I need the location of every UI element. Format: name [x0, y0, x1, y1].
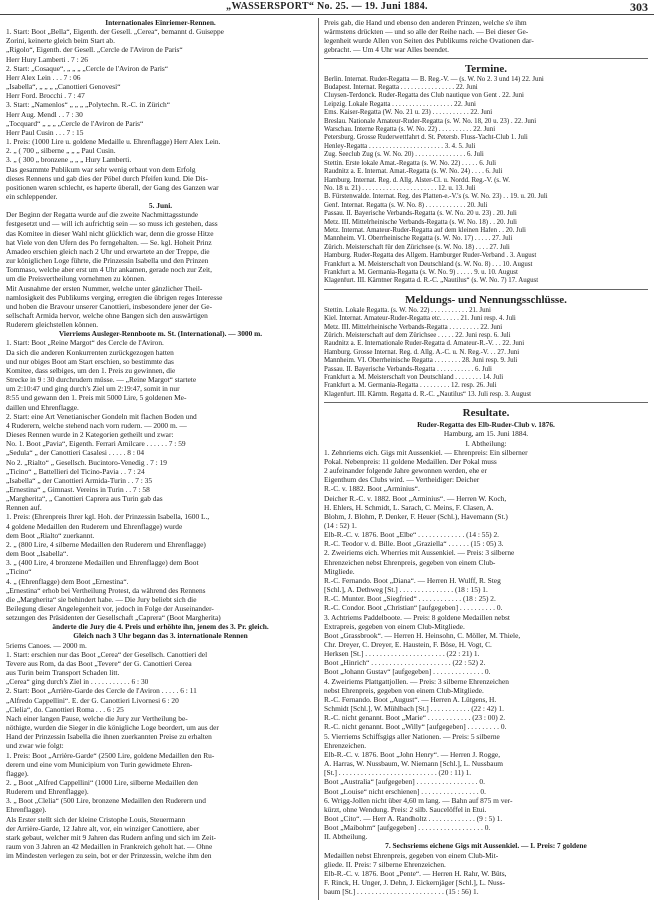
text-line: hat Viele von den Ufern des Po ferngehalten. — Se. kgl. Hoheit Prinz: [6, 237, 212, 247]
text-line: Dieses Rennen wurde in 2 Kategorien getheilt und zwar:: [6, 430, 174, 440]
resultate-line: baum [St.] . . . . . . . . . . . . . . . . . . . . . . . . (15 : 56) 1.: [324, 887, 479, 897]
resultate-line: nebst Ehrenpreis, gegeben von einem Club-Mitgliede.: [324, 685, 484, 695]
text-line: und zwar wie folgt:: [6, 741, 64, 751]
termine-line: Leipzig. Lokale Regatta . . . . . . . . . . . . . . . . . . 22. Juni: [324, 100, 476, 108]
resultate-section-1: I. Abtheilung:: [465, 438, 507, 448]
resultate-date: Hamburg, am 15. Juni 1884.: [443, 429, 529, 439]
meldungs-line: Passau. II. Bayerische Verbands-Regatta . . . . . . . . . . . 6. Juli: [324, 365, 492, 373]
column-divider: [318, 18, 319, 900]
resultate-line: [Schl.], A. Dethweg [St.] . . . . . . . . . . . . . . . (18 : 15) 1.: [324, 585, 488, 595]
resultate-line: 7. Sechsriems eichene Gigs mit Aussenkiel. — I. Preis: 7 goldene: [385, 841, 587, 851]
text-line: der Arrière-Garde, 12 Jahre alt, vor, ein winziger Canottiere, aber: [6, 823, 200, 833]
text-line: „Clelia“, do. Canottieri Roma . . . 6 : 25: [6, 704, 124, 714]
resultate-line: (14 : 52) 1.: [324, 520, 357, 530]
text-line: „Tocquard“ „ „ „ „Cercle de l'Aviron de Paris“: [6, 118, 144, 128]
text-line: „Margherita“, „ Canottieri Caprera aus Turin gab das: [6, 494, 163, 504]
text-line: 5. Juni.: [148, 201, 173, 211]
termine-line: Berlin. Internat. Ruder-Regatta — B. Reg.-V. — (s. W. No 2. 3 und 14) 22. Juni: [324, 75, 544, 83]
text-line: dem Boot „Isabella“.: [6, 549, 69, 559]
resultate-line: R.-C. v. 1882. Boot „Arminius“.: [324, 484, 420, 494]
text-line: zur königlichen Loge führte, die Prinzessin Isabella und den Prinzen: [6, 256, 209, 266]
termine-line: Metz. Internat. Amateur-Ruder-Regatta auf dem kleinen Hafen . . 20. Juli: [324, 226, 526, 234]
termine-line: No. 18 u. 21) . . . . . . . . . . . . . . . . . . . . . . 12. u. 13. Juli: [324, 184, 476, 192]
text-line: Ehrenflagge).: [6, 805, 47, 815]
resultate-line: 2. Zweiriems eich. Wherries mit Aussenkiel. — Preis: 3 silberne: [324, 548, 515, 558]
meldungs-heading: Meldungs- und Nennungsschlüsse.: [405, 293, 567, 306]
termine-line: Warschau. Interne Regatta (s. W. No. 22) . . . . . . . . . . 22. Juni: [324, 126, 496, 134]
meldungs-line: Stettin. Lokale Regatta. (s. W. No. 22) . . . . . . . . . . . 21. Juni: [324, 306, 491, 314]
text-line: 1. Preis: Boot „Arrière-Garde“ (2500 Lire, goldene Medaillen den Ru-: [6, 750, 215, 760]
text-line: Tommaso, welche aber erst um 4 Uhr ankamen, gerade noch zur Zeit,: [6, 265, 212, 275]
text-line: Herr Alex Lein . . . 7 : 06: [6, 72, 81, 82]
resultate-line: 2 aufeinander folgende Jahre gewonnen werden, ehe er: [324, 466, 487, 476]
text-line: Tevere aus Rom, da das Boot „Tevere“ der G. Canottieri Cerea: [6, 658, 192, 668]
termine-list: [324, 76, 648, 286]
termine-line: Passau. II. Bayerische Verbands-Regatta (s. W. No. 20 u. 23) . 20. Juli: [324, 210, 517, 218]
text-line: „Alfredo Cappellini“. E. der G. Canottieri Livornesi 6 : 20: [6, 695, 179, 705]
text-line: Strecke in 9 : 30 durchrudern müsse. — „Reine Margot“ startete: [6, 375, 197, 385]
termine-heading: Termine.: [464, 62, 508, 75]
text-line: 3. Start: „Namenlos“ „ „ „ „Polytechn. R.-C. in Zürich“: [6, 100, 170, 110]
text-line: „Isabella“, „ „ „ „Canottieri Genovesi“: [6, 82, 121, 92]
text-line: Vierriems Ausleger-Rennboote m. St. (International). — 3000 m.: [58, 329, 263, 339]
resultate-line: II. Abtheilung.: [324, 832, 368, 842]
right-column: [324, 18, 648, 900]
termine-line: Hamburg. Internat. Reg. d. Allg. Alster-Cl. u. Nordd. Reg.-V. (s. W.: [324, 176, 511, 184]
termine-line: Mannheim. VI. Oberrheinische Regatta (s. W. No. 17) . . . . . 27. Juli: [324, 235, 513, 243]
text-line: 2. „ ( 700 „ silberne „ „ „ Paul Cusin.: [6, 146, 116, 156]
text-line: setzungen des Präsidenten der Gesellschaft „Caprera“ (Boot Margherita): [6, 613, 221, 623]
meldungs-line: Raudnitz a. E. Internationale Ruder-Regatta d. Amateur-R.-V. . . 22. Juni: [324, 340, 525, 348]
text-line: das Komitee in dieser Wahl nicht glücklich war, denn die grosse Hitze: [6, 228, 214, 238]
text-line: dem Boot „Rialto“ zuerkannt.: [6, 530, 95, 540]
text-line: namlosigkeit des Publikums verging, erregten die übrigen reges Interesse: [6, 292, 223, 302]
text-line: Internationales Einriemer-Rennen.: [105, 18, 216, 27]
text-line: änderte die Jury die 4. Preis und erhöhte ihn, jenem des 3. Pr. gleich.: [52, 622, 269, 632]
text-line: legenheit wurde Allen von Seiten des Publikums reiche Ovationen dar-: [324, 36, 534, 46]
text-line: Ruderern und Ehrenflagge).: [6, 787, 89, 797]
resultate-line: Boot „Maibohm“ [aufgegeben] . . . . . . . . . . . . . . . . . . 0.: [324, 823, 491, 833]
termine-line: Raudnitz a. E. Internat. Amat.-Regatta (s. W. No. 24) . . . . 6. Juli: [324, 168, 503, 176]
resultate-line: Boot „Louise“ nicht erschienen] . . . . . . . . . . . . . . . . 0.: [324, 786, 486, 796]
resultate-line: 3. Achtriems Paddelboote. — Preis: 8 goldene Medaillen nebst: [324, 612, 510, 622]
text-line: im Mindesten verlegen zu sein, bot er der Prinzessin, welche ihm den: [6, 851, 212, 861]
text-line: 1. Start: erschien nur das Boot „Cerea“ der Gesellsch. Canottieri del: [6, 649, 208, 659]
meldungs-line: Mannheim. VI. Oberrheinische Regatta . . . . . . . . 28. Juni resp. 9. Juli: [324, 357, 518, 365]
resultate-line: [St.] . . . . . . . . . . . . . . . . . . . . . . . . . . . (20 : 11) 1.: [324, 768, 472, 778]
resultate-line: Eigenthum des Clubs wird. — Vertheidiger: Deicher: [324, 475, 480, 485]
meldungs-line: Klagenfurt. III. Kärntn. Regatta d. R.-C. „Nautilus“ 13. Juli resp. 3. August: [324, 390, 532, 398]
text-line: derern und eine vom Municipium von Turin gewidmete Ehren-: [6, 759, 193, 769]
text-line: 4. „ (Ehrenflagge) dem Boot „Ernestina“.: [6, 576, 129, 586]
text-line: 3. „ ( 300 „ bronzene „ „ „ Hury Lamberti.: [6, 155, 132, 165]
resultate-line: 5. Vierriems Schiffsgigs aller Nationen. — Preis: 5 silberne: [324, 731, 500, 741]
resultate-line: Boot „Cito“. — Herr A. Randholtz . . . . . . . . . . . . . (9 : 5) 1.: [324, 813, 503, 823]
resultate-line: Elb-R.-C. v. 1876. Boot „Elbe“ . . . . . . . . . . . . . (14 : 55) 2.: [324, 530, 500, 540]
resultate-list: [324, 448, 648, 897]
resultate-line: Boot „Johann Gustav“ [aufgegeben] . . . . . . . . . . . . . . 0.: [324, 667, 491, 677]
termine-line: Budapest. Internat. Regatta . . . . . . . . . . . . . . . . 22. Juni: [324, 84, 478, 92]
text-line: „Isabella“ „ der Canottieri Armida-Turin . . 7 : 35: [6, 475, 153, 485]
text-line: die „Margherita“ sie behindert habe. — Die Jury beliebt sich die: [6, 594, 197, 604]
text-line: 1. Preis: (Ehrenpreis Ihrer kgl. Hoh. der Prinzessin Isabella, 1600 L.,: [6, 512, 210, 522]
text-line: „Ticino“ „ Battellieri del Ticino-Pavia . . 7 : 24: [6, 466, 145, 476]
page-header-title: „WASSERSPORT“ No. 25. — 19. Juni 1884.: [226, 1, 428, 12]
resultate-line: Elb-R.-C. v. 1876. Boot „Pente“. — Herren H. Rahr, W. Büts,: [324, 868, 507, 878]
text-line: ein schleppender.: [6, 191, 58, 201]
resultate-line: F. Rinck, H. Unger, J. Dehn, J. Eickernjäger [Schl.], L. Nuss-: [324, 878, 505, 888]
termine-line: Frankfurt a. M. Germania-Regatta (s. W. No. 9) . . . . . 9. u. 10. August: [324, 268, 518, 276]
text-line: Beilegung dieser Angelegenheit vor, jedoch in Folge der Auseinander-: [6, 604, 214, 613]
meldungs-line: Hamburg. Grosse Internat. Reg. d. Allg. A.-C. u. N. Reg.-V. . . 27. Juni: [324, 348, 520, 356]
page-number: 303: [630, 0, 648, 14]
text-line: Gleich nach 3 Uhr begann das 3. internationale Rennen: [73, 631, 248, 641]
resultate-line: gliede. II. Preis: 7 silberne Ehrenzeichen.: [324, 859, 446, 869]
text-line: No. 1. Boot „Pavia“, Eigenth. Ferrari Amilcare . . . . . . 7 : 59: [6, 439, 186, 449]
text-line: Da sich die anderen Konkurrenten zurückgezogen hatten: [6, 347, 174, 357]
text-line: und hoben die Bravour unserer Canottieri, insbesondere jener der Ge-: [6, 301, 213, 311]
text-line: Herr Hury Lamberti . 7 : 26: [6, 54, 88, 64]
resultate-line: R.-C. Condor. Boot „Christian“ [aufgegeben] . . . . . . . . . . 0.: [324, 603, 503, 613]
text-line: Das gesammte Publikum war sehr wenig erbaut von dem Erfolg: [6, 164, 196, 174]
text-line: Hand der Prinzessin Isabella die ihnen zuerkannten Preise zu erhalten: [6, 732, 212, 742]
resultate-line: R.-C. nicht genannt. Boot „Marie“ . . . . . . . . . . . . (23 : 00) 2.: [324, 713, 506, 723]
resultate-line: Elb-R.-C. v. 1876. Boot „John Henry“. — Herren J. Rogge,: [324, 749, 501, 759]
text-line: Zorini, keinerte gleich beim Start ab.: [6, 36, 115, 46]
resultate-line: 4. Zweiriems Plattgattjollen. — Preis: 3 silberne Ehrenzeichen: [324, 676, 509, 686]
text-line: daillen und Ehrenflagge.: [6, 402, 79, 412]
text-line: aus Turin beim Transport Schaden litt.: [6, 668, 120, 678]
termine-line: Petersburg. Grosse Ruderwettfahrt d. St. Petersb. Fluss-Yacht-Club 1. Juli: [324, 134, 528, 142]
text-line: Herr Paul Cusin . . . 7 : 15: [6, 127, 84, 137]
text-line: 2. „ Boot „Alfred Cappellini“ (1000 Lire, silberne Medaillen den: [6, 777, 198, 787]
page-header: [0, 0, 654, 15]
resultate-line: kürzt, ohne Wendung. Preis: 2 silb. Saucelöffel in Etui.: [324, 804, 487, 814]
text-line: Ruderern gleichstellen können.: [6, 320, 99, 330]
resultate-line: Boot „Australia“ [aufgegeben] . . . . . . . . . . . . . . . . . 0.: [324, 777, 485, 787]
text-line: raum von 3 Jahren an 42 Medaillen in Frankreich geholt hat. — Ohne: [6, 842, 213, 852]
resultate-line: H. Ehlers, H. Schmidt, L. Sarach, C. Meins, F. Clasen, A.: [324, 502, 494, 512]
text-line: sellschaft Armida hervor, welche ohne Bangen sich den auswärtigen: [6, 311, 208, 320]
text-line: 3. „ (400 Lire, 4 bronzene Medaillen und Ehrenflagge) dem Boot: [6, 558, 199, 568]
termine-line: Ems. Kaiser-Regatta (W. No. 21 u. 23) . . . . . . . . . . . 22. Juni: [324, 109, 493, 117]
termine-line: Breslau. Nationale Amateur-Ruder-Regatta (s. W. No. 18, 20 u. 23) . 22. Juni: [324, 117, 537, 125]
resultate-line: Ehrenzeichen.: [324, 740, 367, 750]
text-line: um die Preisvertheilung vornehmen zu können.: [6, 274, 146, 284]
resultate-line: Blohm, J. Blohm, P. Denker, F. Heuer (Schl.), Havemann (St.): [324, 511, 508, 521]
resultate-line: Boot „Hinrich“ . . . . . . . . . . . . . . . . . . . . . . (22 : 52) 2.: [324, 658, 486, 668]
termine-line: Zürich. Meisterschaft für den Zürichsee (s. W. No. 18) . . . . 27. Juli: [324, 243, 510, 251]
text-line: 2. Start: Boot „Arrière-Garde des Cercle de l'Aviron . . . . . 6 : 11: [6, 686, 197, 696]
termine-line: Zug. Seeclub Zug (s. W. No. 20) . . . . . . . . . . . . . . . 6. Juli: [324, 151, 484, 159]
text-line: „Ernestina“ „ Gimnast. Vereins in Turin . . 7 : 58: [6, 484, 150, 494]
termine-line: Hamburg. Ruder-Regatta des Allgem. Hamburger Ruder-Verband . 3. August: [324, 252, 537, 260]
section-rule: [324, 289, 648, 290]
text-line: 4 Ruderern, welche stehend nach vorn rudern. — 2000 m. —: [6, 420, 187, 430]
resultate-line: Ehrenzeichen nebst Ehrenpreis, gegeben von einem Club-: [324, 557, 496, 567]
termine-line: Frankfurt a. M. Meisterschaft von Deutschland (s. W. No. 8) . . . 10. August: [324, 260, 533, 268]
text-line: „Cerea“ ging durch's Ziel in . . . . . . . . . . . 6 : 30: [6, 677, 149, 687]
text-line: 2. Start: eine Art Venetianischer Gondeln mit flachen Boden und: [6, 411, 197, 421]
termine-line: Metz. III. Mittelrheinische Verbands-Regatta (s. W. No. 18) . . 20. Juli: [324, 218, 517, 226]
resultate-line: R.-C. Munter. Boot „Siegfried“ . . . . . . . . . . . . (18 : 25) 2.: [324, 594, 496, 604]
section-rule: [324, 58, 648, 59]
right-intro-text: [324, 18, 648, 55]
meldungs-list: [324, 307, 648, 399]
text-line: „Rigolo“, Eigenth. der Gesell. „Cercle de l'Aviron de Paris“: [6, 45, 183, 55]
text-line: Preis gab, die Hand und ebenso den anderen Prinzen, welche s'e ihm: [324, 18, 527, 27]
text-line: 2. „ (800 Lire, 4 silberne Medaillen den Ruderern und Ehrenflagge): [6, 539, 206, 549]
text-line: „Ticino“: [6, 567, 32, 577]
termine-line: B. Fürstenwalde. Internat. Reg. des Platten-e.-V.'s (s. W. No. 23) . . 19. u. 20. Juli: [324, 193, 548, 201]
text-line: 8:55 und gewann den 1. Preis mit 5000 Lire, 5 goldenen Me-: [6, 393, 187, 403]
text-line: um 2:10:47 und ging durch's Ziel um 2:19:47, somit in nur: [6, 384, 180, 394]
text-line: flagge).: [6, 768, 29, 778]
text-line: positionen waren schlecht, es haperte überall, der Gang des Ganzen war: [6, 182, 219, 192]
text-line: „Sedula“ „ der Canottieri Casalesi . . . . . 8 : 04: [6, 448, 145, 458]
termine-line: Henley-Regatta . . . . . . . . . . . . . . . . . . . . . . 3. 4. 5. Juli: [324, 142, 476, 150]
text-line: und nur obiges Boot am Start erschien, so bestimmte das: [6, 356, 174, 366]
text-line: Mit Ausnahme der ersten Nummer, welche unter gänzlicher Theil-: [6, 283, 203, 293]
termine-line: Cluysen-Terdonck. Ruder-Regatta des Club nautique von Gent . 22. Juni: [324, 92, 524, 100]
text-line: 3. „ Boot „Clelia“ (500 Lire, bronzene Medaillen den Ruderern und: [6, 796, 206, 806]
text-line: Komitee, dass selbiges, um den 1. Preis zu gewinnen, die: [6, 365, 176, 375]
resultate-line: A. Harras, W. Nussbaum, W. Niemann [Schl.], L. Nussbaum: [324, 759, 503, 769]
meldungs-line: Frankfurt a. M. Meisterschaft von Deutschland . . . . . . . . 14. Juli: [324, 374, 504, 382]
text-line: Herr Ford. Brocchi . 7 : 47: [6, 91, 85, 101]
resultate-line: 6. Wrigg-Jollen nicht über 4,60 m lang. — Bahn auf 875 m ver-: [324, 795, 513, 805]
left-column: [6, 18, 315, 900]
resultate-line: Chr. Dreyer, C. Dreyer, E. Haustein, F. Böse, H. Vogt, C.: [324, 640, 492, 649]
text-line: Als Erster stellt sich der kleine Cristophe Louis, Steuermann: [6, 814, 186, 824]
text-line: dieses Rennens und gab dies der Pöbel durch Pfeifen kund. Die Dis-: [6, 173, 208, 183]
text-line: Amadeo erschien gleich nach 2 Uhr und erwartete an der Treppe, die: [6, 246, 210, 256]
text-line: 1. Start: Boot „Reine Margot“ des Cercle de l'Aviron.: [6, 338, 164, 348]
meldungs-line: Metz. III. Mittelrheinische Verbands-Regatta . . . . . . . . . 22. Juni: [324, 323, 503, 331]
meldungs-line: Kiel. Internat. Amateur-Ruder-Regatta etc. . . . . . 21. Juni resp. 4. Juli: [324, 315, 516, 323]
resultate-line: R.-C. Fernando. Boot „Diana“. — Herren H. Wulff, R. Steg: [324, 575, 501, 585]
text-line: „Ernestina“ erhob bei Vertheilung Protest, da während des Rennens: [6, 585, 206, 595]
resultate-heading: Resultate.: [462, 407, 510, 420]
text-line: 4 goldene Medaillen den Ruderern und Ehrenflagge) wurde: [6, 521, 183, 531]
resultate-line: R.-C. Fernando. Boot „August“. — Herren A. Lütgens, H.: [324, 694, 497, 704]
text-line: 1. Start: Boot „Bella“, Eigenth. der Gesell. „Cerea“, bemannt d. Guiseppe: [6, 27, 224, 37]
resultate-line: R.-C. nicht genannt. Boot „Willy“ [aufgegeben] . . . . . . . . . 0.: [324, 722, 507, 732]
text-line: Nach einer langen Pause, welche die Jury zur Vertheilung be-: [6, 713, 188, 723]
text-line: gebracht. — Um 4 Uhr war Alles beendet.: [324, 45, 449, 55]
resultate-line: Mitgliede.: [324, 566, 355, 576]
resultate-subheading: Ruder-Regatta des Elb-Ruder-Club v. 1876.: [417, 420, 555, 430]
text-line: 2. Start: „Cosaque“, „ „ „ „Cercle de l'Aviron de Paris“: [6, 63, 169, 73]
resultate-line: R.-C. Teodor v. d. Bille. Boot „Graziella“ . . . . . . (15 : 05) 3.: [324, 539, 504, 549]
text-line: wärmstens drückten — und so alle der Reihe nach. — Bei dieser Ge-: [324, 27, 529, 37]
meldungs-line: Frankfurt a. M. Germania-Regatta . . . . . . . . . 12. resp. 26. Juli: [324, 382, 497, 390]
section-rule: [324, 402, 648, 403]
resultate-line: Herksen [St.] . . . . . . . . . . . . . . . . . . . . . . (22 : 21) 1.: [324, 649, 480, 659]
text-line: festgesetzt und — will ich aufrichtig sein — so muss ich gestehen, dass: [6, 219, 218, 229]
resultate-line: Boot „Grassbrook“. — Herren H. Heinsohn, C. Möller, M. Thiele,: [324, 630, 521, 640]
text-line: Rennen auf.: [6, 503, 42, 513]
text-line: No 2. „Rialto“ „ Gesellsch. Bucintoro-Venedig . 7 : 19: [6, 457, 167, 467]
resultate-line: 1. Zehnriems eich. Gigs mit Aussenkiel. — Ehrenpreis: Ein silberner: [324, 447, 528, 457]
termine-line: Klagenfurt. III. Kärntner Regatta d. R.-C. „Nautilus“ (s. W. No. 7) 17. August: [324, 277, 539, 285]
text-line: 5riems Canoes. — 2000 m.: [6, 640, 87, 650]
text-line: 1. Preis: (1000 Lire u. goldene Medaille u. Ehrenflagge) Herr Alex Lein.: [6, 137, 221, 147]
termine-line: Genf. Internat. Regatta (s. W. No. 8) . . . . . . . . . . . . 20. Juli: [324, 201, 488, 209]
resultate-line: Deicher R.-C. v. 1882. Boot „Arminius“. — Herren W. Koch,: [324, 493, 507, 503]
termine-line: Stettin. Erste lokale Amat.-Regatta (s. W. No. 22) . . . . . 6. Juli: [324, 159, 497, 167]
text-line: stark gebaut, welcher mit 9 Jahren das Rudern anfing und sich im Zeit-: [6, 832, 216, 842]
resultate-line: Medaillen nebst Ehrenpreis, gegeben von einem Club-Mit-: [324, 850, 499, 860]
meldungs-line: Zürich. Meisterschaft auf dem Zürichsee . . . . . 22. Juni resp. 6. Juli: [324, 332, 511, 339]
resultate-line: Pokal. Nebenpreis: 11 goldene Medaillen. Der Pokal muss: [324, 456, 497, 466]
text-line: nöthigte, wurden die Sieger in die königliche Loge beordert, um aus der: [6, 723, 219, 733]
text-line: Herr Aug. Mendl . . 7 : 30: [6, 109, 83, 119]
text-line: Der Beginn der Regatta wurde auf die zweite Nachmittagsstunde: [6, 210, 199, 220]
resultate-line: Extrapreis, gegeben von einem Club-Mitgliede.: [324, 621, 465, 631]
resultate-line: Schmidt [Schl.], W. Mühlbach [St.] . . . . . . . . . . . (22 : 42) 1.: [324, 704, 505, 714]
